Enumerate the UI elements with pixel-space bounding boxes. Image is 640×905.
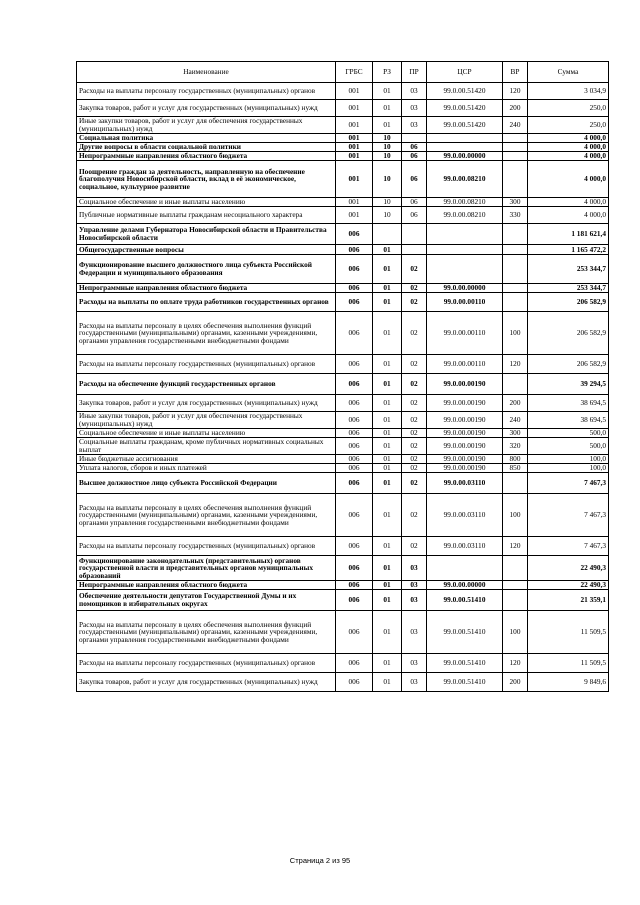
header-pr: ПР [402, 62, 427, 83]
cell-grbs: 006 [336, 429, 373, 438]
cell-vr: 100 [503, 312, 528, 355]
table-row [77, 152, 609, 161]
cell-csr: 99.0.00.51410 [427, 654, 503, 673]
cell-csr: 99.0.00.51410 [427, 611, 503, 654]
table-row [77, 590, 609, 611]
cell-sum: 250,0 [528, 100, 609, 117]
cell-pr: 02 [402, 412, 427, 429]
cell-sum: 7 467,3 [528, 473, 609, 494]
table-row [77, 581, 609, 590]
cell-pr: 03 [402, 556, 427, 581]
cell-rz: 01 [373, 312, 402, 355]
cell-vr [503, 293, 528, 312]
cell-csr: 99.0.00.00110 [427, 312, 503, 355]
cell-csr: 99.0.00.08210 [427, 198, 503, 207]
cell-vr: 200 [503, 100, 528, 117]
cell-rz: 01 [373, 395, 402, 412]
cell-csr: 99.0.00.51420 [427, 83, 503, 100]
cell-csr: 99.0.00.00110 [427, 355, 503, 374]
cell-pr: 02 [402, 438, 427, 455]
cell-sum: 39 294,5 [528, 374, 609, 395]
cell-grbs: 001 [336, 83, 373, 100]
cell-pr: 03 [402, 581, 427, 590]
cell-pr: 06 [402, 198, 427, 207]
table-row [77, 464, 609, 473]
table-row [77, 161, 609, 198]
cell-grbs: 006 [336, 224, 373, 245]
cell-rz: 01 [373, 117, 402, 134]
cell-sum: 11 509,5 [528, 611, 609, 654]
table-row [77, 673, 609, 692]
cell-sum: 253 344,7 [528, 284, 609, 293]
cell-csr [427, 255, 503, 284]
cell-name: Расходы на выплаты персоналу государственных (муниципальных) органов [77, 654, 336, 673]
cell-name: Расходы на выплаты персоналу государственных (муниципальных) органов [77, 355, 336, 374]
cell-vr: 120 [503, 537, 528, 556]
cell-pr: 06 [402, 161, 427, 198]
cell-csr: 99.0.00.03110 [427, 473, 503, 494]
cell-grbs: 006 [336, 611, 373, 654]
cell-grbs: 006 [336, 245, 373, 255]
cell-sum: 38 694,5 [528, 395, 609, 412]
header-csr: ЦСР [427, 62, 503, 83]
table-row [77, 611, 609, 654]
cell-csr: 99.0.00.51410 [427, 590, 503, 611]
cell-sum: 4 000,0 [528, 134, 609, 143]
cell-vr [503, 473, 528, 494]
cell-csr [427, 143, 503, 152]
cell-vr: 330 [503, 207, 528, 224]
cell-name: Иные закупки товаров, работ и услуг для обеспечения государственных (муниципальных) нужд [77, 412, 336, 429]
cell-csr [427, 556, 503, 581]
header-sum: Сумма [528, 62, 609, 83]
budget-table [76, 61, 609, 692]
cell-name: Уплата налогов, сборов и иных платежей [77, 464, 336, 473]
cell-vr [503, 161, 528, 198]
header-name: Наименование [77, 62, 336, 83]
cell-rz: 01 [373, 611, 402, 654]
cell-pr: 02 [402, 455, 427, 464]
cell-name: Иные закупки товаров, работ и услуг для обеспечения государственных (муниципальных) нужд [77, 117, 336, 134]
cell-rz: 01 [373, 438, 402, 455]
table-row [77, 293, 609, 312]
cell-sum: 7 467,3 [528, 494, 609, 537]
cell-grbs: 006 [336, 312, 373, 355]
table-row [77, 395, 609, 412]
cell-rz: 10 [373, 207, 402, 224]
cell-rz: 10 [373, 198, 402, 207]
cell-csr: 99.0.00.03110 [427, 537, 503, 556]
cell-vr: 200 [503, 395, 528, 412]
header-grbs: ГРБС [336, 62, 373, 83]
cell-name: Расходы на выплаты персоналу государственных (муниципальных) органов [77, 83, 336, 100]
cell-rz: 01 [373, 374, 402, 395]
cell-name: Поощрение граждан за деятельность, направленную на обеспечение благополучия Новосибирской области, вклад в её экономическое, социальное, культурное развитие [77, 161, 336, 198]
cell-grbs: 006 [336, 355, 373, 374]
cell-rz: 01 [373, 581, 402, 590]
cell-csr: 99.0.00.00190 [427, 412, 503, 429]
cell-name: Закупка товаров, работ и услуг для государственных (муниципальных) нужд [77, 100, 336, 117]
cell-pr: 02 [402, 537, 427, 556]
table-row [77, 556, 609, 581]
cell-sum: 500,0 [528, 438, 609, 455]
cell-pr: 02 [402, 494, 427, 537]
cell-grbs: 006 [336, 284, 373, 293]
cell-csr: 99.0.00.00110 [427, 293, 503, 312]
cell-vr: 320 [503, 438, 528, 455]
cell-sum: 22 490,3 [528, 581, 609, 590]
cell-vr: 120 [503, 355, 528, 374]
cell-pr: 02 [402, 464, 427, 473]
table-row [77, 134, 609, 143]
cell-rz: 01 [373, 455, 402, 464]
cell-vr [503, 134, 528, 143]
cell-sum: 4 000,0 [528, 143, 609, 152]
table-header-row [77, 62, 609, 83]
cell-vr [503, 152, 528, 161]
cell-grbs: 006 [336, 590, 373, 611]
cell-rz: 01 [373, 537, 402, 556]
cell-rz [373, 224, 402, 245]
cell-grbs: 006 [336, 455, 373, 464]
cell-pr: 02 [402, 312, 427, 355]
table-row [77, 355, 609, 374]
table-row [77, 429, 609, 438]
cell-rz: 10 [373, 134, 402, 143]
cell-csr: 99.0.00.51420 [427, 100, 503, 117]
cell-rz: 01 [373, 654, 402, 673]
cell-rz: 10 [373, 161, 402, 198]
cell-rz: 01 [373, 429, 402, 438]
table-row [77, 494, 609, 537]
cell-pr: 02 [402, 429, 427, 438]
cell-pr: 03 [402, 117, 427, 134]
cell-name: Функционирование законодательных (представительных) органов государственной власти и представительных органов муниципальных образований [77, 556, 336, 581]
cell-sum: 21 359,1 [528, 590, 609, 611]
cell-grbs: 006 [336, 255, 373, 284]
cell-sum: 100,0 [528, 464, 609, 473]
cell-grbs: 006 [336, 581, 373, 590]
cell-pr: 03 [402, 590, 427, 611]
cell-grbs: 001 [336, 134, 373, 143]
cell-pr: 02 [402, 395, 427, 412]
cell-sum: 4 000,0 [528, 207, 609, 224]
cell-csr: 99.0.00.00190 [427, 374, 503, 395]
table-row [77, 255, 609, 284]
cell-sum: 7 467,3 [528, 537, 609, 556]
cell-rz: 01 [373, 100, 402, 117]
cell-pr: 03 [402, 611, 427, 654]
cell-name: Закупка товаров, работ и услуг для государственных (муниципальных) нужд [77, 673, 336, 692]
cell-rz: 01 [373, 464, 402, 473]
cell-name: Социальная политика [77, 134, 336, 143]
cell-name: Расходы на выплаты по оплате труда работников государственных органов [77, 293, 336, 312]
cell-grbs: 006 [336, 673, 373, 692]
cell-name: Расходы на выплаты персоналу в целях обеспечения выполнения функций государственными (муниципальными) органами, казенными учреждениями, органами управления государственными внебюджетными фондами [77, 611, 336, 654]
cell-grbs: 001 [336, 100, 373, 117]
cell-name: Расходы на выплаты персоналу государственных (муниципальных) органов [77, 537, 336, 556]
cell-rz: 01 [373, 673, 402, 692]
cell-csr: 99.0.00.00190 [427, 455, 503, 464]
table-row [77, 654, 609, 673]
cell-sum: 11 509,5 [528, 654, 609, 673]
cell-grbs: 006 [336, 412, 373, 429]
cell-name: Расходы на выплаты персоналу в целях обеспечения выполнения функций государственными (муниципальными) органами, казенными учреждениями, органами управления государственными внебюджетными фондами [77, 494, 336, 537]
cell-grbs: 006 [336, 556, 373, 581]
cell-csr: 99.0.00.03110 [427, 494, 503, 537]
cell-pr: 02 [402, 473, 427, 494]
cell-csr: 99.0.00.00190 [427, 464, 503, 473]
cell-grbs: 001 [336, 198, 373, 207]
cell-vr [503, 255, 528, 284]
cell-grbs: 006 [336, 494, 373, 537]
cell-pr: 03 [402, 83, 427, 100]
cell-vr: 850 [503, 464, 528, 473]
cell-name: Расходы на обеспечение функций государственных органов [77, 374, 336, 395]
table-row [77, 224, 609, 245]
table-row [77, 143, 609, 152]
cell-sum: 9 849,6 [528, 673, 609, 692]
header-vr: ВР [503, 62, 528, 83]
cell-rz: 01 [373, 255, 402, 284]
cell-vr: 800 [503, 455, 528, 464]
cell-vr: 120 [503, 83, 528, 100]
cell-sum: 38 694,5 [528, 412, 609, 429]
cell-sum: 253 344,7 [528, 255, 609, 284]
cell-pr: 02 [402, 255, 427, 284]
cell-csr: 99.0.00.00190 [427, 438, 503, 455]
table-row [77, 438, 609, 455]
cell-csr [427, 224, 503, 245]
cell-name: Расходы на выплаты персоналу в целях обеспечения выполнения функций государственными (муниципальными) органами, казенными учреждениями, органами управления государственными внебюджетными фондами [77, 312, 336, 355]
cell-sum: 206 582,9 [528, 293, 609, 312]
cell-sum: 1 181 621,4 [528, 224, 609, 245]
cell-sum: 4 000,0 [528, 198, 609, 207]
cell-vr [503, 224, 528, 245]
cell-vr: 200 [503, 673, 528, 692]
table-row [77, 83, 609, 100]
cell-rz: 10 [373, 143, 402, 152]
cell-sum: 22 490,3 [528, 556, 609, 581]
table-row [77, 117, 609, 134]
cell-grbs: 006 [336, 654, 373, 673]
table-row [77, 312, 609, 355]
table-row [77, 245, 609, 255]
cell-vr [503, 284, 528, 293]
cell-grbs: 006 [336, 395, 373, 412]
cell-name: Социальное обеспечение и иные выплаты населению [77, 198, 336, 207]
cell-name: Непрограммные направления областного бюджета [77, 152, 336, 161]
cell-name: Непрограммные направления областного бюджета [77, 581, 336, 590]
cell-grbs: 001 [336, 161, 373, 198]
cell-pr: 06 [402, 152, 427, 161]
cell-sum: 250,0 [528, 117, 609, 134]
cell-sum: 206 582,9 [528, 312, 609, 355]
cell-grbs: 006 [336, 374, 373, 395]
cell-vr [503, 374, 528, 395]
cell-name: Общегосударственные вопросы [77, 245, 336, 255]
cell-csr: 99.0.00.00190 [427, 429, 503, 438]
cell-name: Управление делами Губернатора Новосибирской области и Правительства Новосибирской области [77, 224, 336, 245]
cell-vr [503, 245, 528, 255]
cell-vr [503, 143, 528, 152]
cell-name: Обеспечение деятельности депутатов Государственной Думы и их помощников в избирательных округах [77, 590, 336, 611]
table-row [77, 284, 609, 293]
cell-csr: 99.0.00.51420 [427, 117, 503, 134]
cell-rz: 01 [373, 590, 402, 611]
table-row [77, 537, 609, 556]
cell-pr: 02 [402, 284, 427, 293]
cell-rz: 01 [373, 412, 402, 429]
table-row [77, 473, 609, 494]
table-row [77, 100, 609, 117]
cell-sum: 100,0 [528, 455, 609, 464]
table-row [77, 374, 609, 395]
cell-csr: 99.0.00.08210 [427, 207, 503, 224]
cell-name: Функционирование высшего должностного лица субъекта Российской Федерации и муниципального образования [77, 255, 336, 284]
page-footer: Страница 2 из 95 [289, 856, 351, 865]
cell-csr [427, 245, 503, 255]
table-row [77, 198, 609, 207]
cell-csr: 99.0.00.00190 [427, 395, 503, 412]
cell-csr: 99.0.00.00000 [427, 284, 503, 293]
cell-name: Публичные нормативные выплаты гражданам несоциального характера [77, 207, 336, 224]
cell-vr: 100 [503, 494, 528, 537]
cell-rz: 10 [373, 152, 402, 161]
cell-pr: 02 [402, 355, 427, 374]
cell-name: Высшее должностное лицо субъекта Российской Федерации [77, 473, 336, 494]
cell-grbs: 001 [336, 207, 373, 224]
cell-csr: 99.0.00.00000 [427, 152, 503, 161]
cell-vr [503, 590, 528, 611]
cell-grbs: 001 [336, 117, 373, 134]
cell-csr: 99.0.00.08210 [427, 161, 503, 198]
cell-grbs: 006 [336, 293, 373, 312]
cell-name: Социальное обеспечение и иные выплаты населению [77, 429, 336, 438]
header-rz: РЗ [373, 62, 402, 83]
cell-grbs: 001 [336, 152, 373, 161]
cell-grbs: 006 [336, 438, 373, 455]
cell-rz: 01 [373, 83, 402, 100]
cell-grbs: 001 [336, 143, 373, 152]
cell-grbs: 006 [336, 473, 373, 494]
cell-pr: 02 [402, 374, 427, 395]
cell-rz: 01 [373, 494, 402, 537]
cell-name: Другие вопросы в области социальной политики [77, 143, 336, 152]
table-row [77, 455, 609, 464]
cell-pr: 06 [402, 207, 427, 224]
cell-rz: 01 [373, 284, 402, 293]
cell-pr: 03 [402, 673, 427, 692]
cell-csr: 99.0.00.00000 [427, 581, 503, 590]
cell-vr: 100 [503, 611, 528, 654]
cell-pr: 06 [402, 143, 427, 152]
cell-pr: 02 [402, 293, 427, 312]
cell-sum: 500,0 [528, 429, 609, 438]
cell-name: Социальные выплаты гражданам, кроме публичных нормативных социальных выплат [77, 438, 336, 455]
cell-pr: 03 [402, 100, 427, 117]
cell-csr [427, 134, 503, 143]
cell-name: Иные бюджетные ассигнования [77, 455, 336, 464]
cell-sum: 206 582,9 [528, 355, 609, 374]
cell-rz: 01 [373, 473, 402, 494]
cell-rz: 01 [373, 355, 402, 374]
cell-csr: 99.0.00.51410 [427, 673, 503, 692]
cell-pr [402, 134, 427, 143]
cell-sum: 4 000,0 [528, 152, 609, 161]
cell-vr: 300 [503, 429, 528, 438]
table-row [77, 412, 609, 429]
cell-vr [503, 556, 528, 581]
cell-sum: 3 034,9 [528, 83, 609, 100]
cell-vr [503, 581, 528, 590]
cell-rz: 01 [373, 293, 402, 312]
cell-pr [402, 224, 427, 245]
cell-vr: 120 [503, 654, 528, 673]
cell-name: Непрограммные направления областного бюджета [77, 284, 336, 293]
cell-name: Закупка товаров, работ и услуг для государственных (муниципальных) нужд [77, 395, 336, 412]
cell-grbs: 006 [336, 464, 373, 473]
cell-grbs: 006 [336, 537, 373, 556]
table-row [77, 207, 609, 224]
cell-rz: 01 [373, 245, 402, 255]
cell-pr [402, 245, 427, 255]
cell-vr: 240 [503, 117, 528, 134]
cell-vr: 240 [503, 412, 528, 429]
cell-rz: 01 [373, 556, 402, 581]
cell-vr: 300 [503, 198, 528, 207]
cell-sum: 1 165 472,2 [528, 245, 609, 255]
cell-sum: 4 000,0 [528, 161, 609, 198]
cell-pr: 03 [402, 654, 427, 673]
